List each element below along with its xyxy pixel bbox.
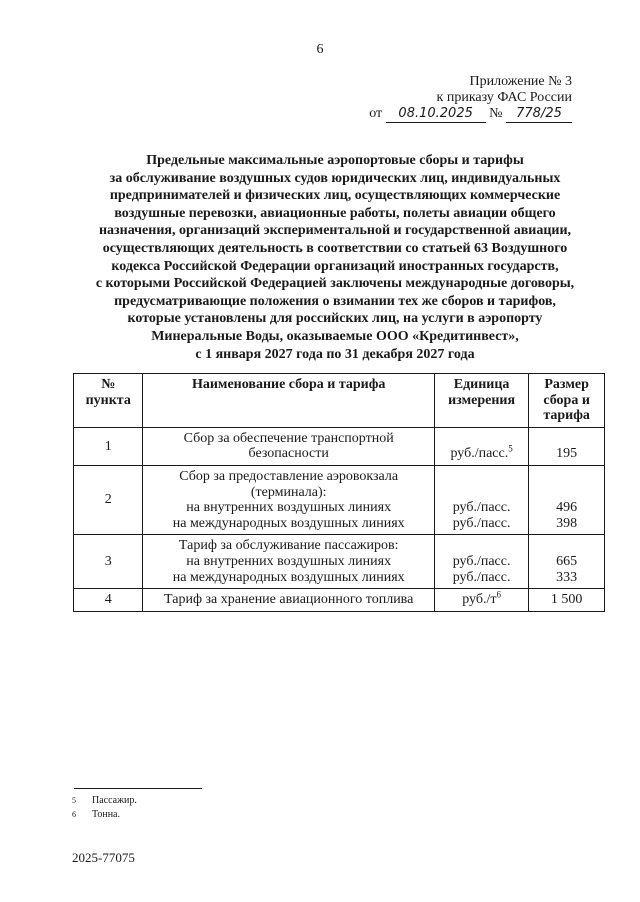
header-unit: Единица измерения: [434, 374, 528, 428]
table-row: [74, 535, 605, 589]
document-title: [70, 152, 600, 363]
footnote-divider: [74, 788, 202, 789]
fee-value: 496: [556, 500, 578, 516]
title-line: предпринимателей и физических лиц, осуществляющих коммерческие: [109, 188, 561, 204]
unit-value: [439, 589, 524, 608]
tariff-table: [73, 373, 605, 612]
fee-value: 665: [556, 553, 578, 569]
appendix-number: Приложение № 3: [469, 74, 572, 89]
fee-value: 195: [556, 446, 578, 462]
cell-unit: [434, 535, 528, 589]
unit-value: руб./пасс.: [452, 500, 511, 516]
cell-fee-size: [529, 465, 605, 534]
cell-unit: [434, 427, 528, 465]
from-label: от: [369, 106, 383, 121]
footnote-text: Пассажир.: [92, 795, 137, 806]
cell-item-number: 3: [74, 535, 143, 589]
appendix-header: [369, 74, 572, 123]
footnote-text: Тонна.: [92, 809, 120, 820]
fee-value: 398: [556, 515, 578, 531]
fee-name-line: на внутренних воздушных линиях: [186, 553, 392, 569]
footnote-ref: 6: [496, 589, 501, 600]
fee-name-line: на международных воздушных линиях: [172, 569, 405, 585]
table-row: [74, 427, 605, 465]
fee-name-line: Сбор за обеспечение транспортной: [183, 430, 394, 446]
footnote-mark: 5: [72, 796, 76, 805]
unit-value: руб./пасс.: [452, 569, 511, 585]
order-reference: к приказу ФАС России: [436, 90, 572, 105]
footnote: [72, 794, 137, 808]
unit-text: руб./т: [462, 592, 497, 608]
fee-name-line: на внутренних воздушных линиях: [186, 500, 392, 516]
order-date-line: [369, 106, 572, 123]
table-header-row: [74, 374, 605, 428]
cell-fee-name: [143, 535, 434, 589]
title-line: с 1 января 2027 года по 31 декабря 2027 года: [195, 346, 475, 362]
footnotes: [72, 794, 137, 822]
fee-name-line: Тариф за хранение авиационного топлива: [164, 592, 414, 608]
cell-fee-name: [143, 465, 434, 534]
title-line: предусматривающие положения о взимании тех же сборов и тарифов,: [114, 293, 556, 309]
page-number: 6: [316, 42, 324, 57]
title-line: Предельные максимальные аэропортовые сборы и тарифы: [146, 153, 524, 168]
cell-fee-size: [529, 427, 605, 465]
unit-text: руб./пасс.: [450, 446, 509, 462]
footnote: [72, 808, 137, 822]
fee-name-line: Сбор за предоставление аэровокзала: [179, 468, 399, 484]
fee-name-line: безопасности: [248, 446, 329, 462]
title-line: воздушные перевозки, авиационные работы, полеты авиации общего: [114, 205, 556, 221]
fee-name-line: на международных воздушных линиях: [172, 515, 405, 531]
unit-value: [439, 443, 524, 462]
fee-value: 1 500: [550, 592, 583, 608]
order-number: 778/25: [506, 106, 572, 123]
title-line: назначения, организаций экспериментальной и государственной авиации,: [98, 223, 572, 239]
title-line: Минеральные Воды, оказываемые ООО «Кредитинвест»,: [151, 328, 519, 344]
title-line: осуществляющих деятельность в соответствии со статьей 63 Воздушного: [102, 240, 568, 256]
footnote-ref: 5: [508, 443, 513, 454]
fee-name-line: (терминала):: [250, 484, 327, 500]
title-line: за обслуживание воздушных судов юридических лиц, индивидуальных: [109, 170, 561, 186]
order-date: 08.10.2025: [386, 106, 486, 123]
document-code: 2025-77075: [72, 850, 135, 865]
header-fee-size: Размер сбора и тарифа: [529, 374, 605, 428]
cell-item-number: 4: [74, 589, 143, 612]
cell-item-number: 1: [74, 427, 143, 465]
title-line: которые установлены для российских лиц, на услуги в аэропорту: [127, 311, 543, 327]
title-line: с которыми Российской Федерацией заключены международные договоры,: [95, 276, 575, 292]
table-row: [74, 465, 605, 534]
cell-fee-name: [143, 427, 434, 465]
cell-fee-name: [143, 589, 434, 612]
number-label: №: [489, 106, 503, 121]
unit-value: руб./пасс.: [452, 553, 511, 569]
fee-value: 333: [556, 569, 578, 585]
cell-item-number: 2: [74, 465, 143, 534]
title-line: кодекса Российской Федерации организаций иностранных государств,: [111, 258, 559, 274]
cell-unit: [434, 589, 528, 612]
header-item-number: № пункта: [74, 374, 143, 428]
cell-fee-size: [529, 535, 605, 589]
cell-fee-size: [529, 589, 605, 612]
footnote-mark: 6: [72, 810, 76, 819]
table-row: [74, 589, 605, 612]
unit-value: руб./пасс.: [452, 515, 511, 531]
header-fee-name: Наименование сбора и тарифа: [143, 374, 434, 428]
fee-name-line: Тариф за обслуживание пассажиров:: [178, 538, 399, 554]
cell-unit: [434, 465, 528, 534]
